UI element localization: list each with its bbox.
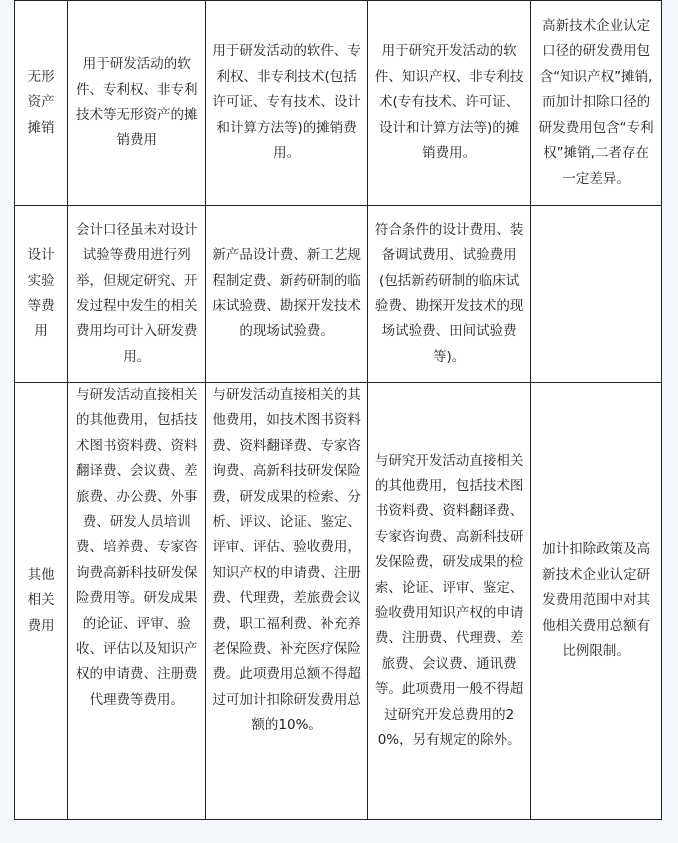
row-label-cell: 其他相关费用 (15, 383, 68, 820)
difference-note-cell: 高新技术企业认定口径的研发费用包含“知识产权”摊销,而加计扣除口径的研发费用包含“专利权”摊销,二者存在一定差异。 (531, 1, 662, 206)
table-row-design-experiment (15, 206, 662, 383)
super-deduction-caliber-cell: 用于研发活动的软件、专利权、非专利技术(包括许可证、专有技术、设计和计算方法等)的摊销费用。 (206, 1, 368, 206)
table-row-other-related (15, 383, 662, 820)
super-deduction-caliber-cell: 与研发活动直接相关的其他费用，如技术图书资料费、资料翻译费、专家咨询费、高新科技研发保险费，研发成果的检索、分析、评议、论证、鉴定、评审、评估、验收费用，知识产权的申请费、注册费、代理费，差旅费会议费，职工福利费、补充养老保险费、补充医疗保险费。此项费用总额不得超过可加计扣除研发费用总额的10%。 (206, 383, 368, 820)
high-tech-caliber-cell: 用于研究开发活动的软件、知识产权、非专利技术(专有技术、许可证、设计和计算方法等)的摊销费用。 (368, 1, 531, 206)
difference-note-cell (531, 206, 662, 383)
row-label-cell: 设计实验等费用 (15, 206, 68, 383)
accounting-caliber-cell: 会计口径虽未对设计试验等费用进行列举，但规定研究、开发过程中发生的相关费用均可计入研发费用。 (68, 206, 206, 383)
accounting-caliber-cell: 与研发活动直接相关的其他费用，包括技术图书资料费、资料翻译费、会议费、差旅费、办公费、外事费、研发人员培训费、培养费、专家咨询费高新科技研发保险费用等。研发成果的论证、评审、验收、评估以及知识产权的申请费、注册费代理费等费用。 (68, 383, 206, 820)
super-deduction-caliber-cell: 新产品设计费、新工艺规程制定费、新药研制的临床试验费、勘探开发技术的现场试验费。 (206, 206, 368, 383)
row-label-cell: 无形资产摊销 (15, 1, 68, 206)
difference-note-cell: 加计扣除政策及高新技术企业认定研发费用范围中对其他相关费用总额有比例限制。 (531, 383, 662, 820)
high-tech-caliber-cell: 与研究开发活动直接相关的其他费用，包括技术图书资料费、资料翻译费、专家咨询费、高新科技研发保险费，研发成果的检索、论证、评审、鉴定、验收费用知识产权的申请费、注册费、代理费、差旅费、会议费、通讯费等。此项费用一般不得超过研究开发总费用的20%，另有规定的除外。 (368, 383, 531, 820)
accounting-caliber-cell: 用于研发活动的软件、专利权、非专利技术等无形资产的摊销费用 (68, 1, 206, 206)
high-tech-caliber-cell: 符合条件的设计费用、装备调试费用、试验费用(包括新药研制的临床试验费、勘探开发技术的现场试验费、田间试验费等)。 (368, 206, 531, 383)
table-row-intangible-amortization (15, 1, 662, 206)
comparison-table (14, 0, 662, 820)
